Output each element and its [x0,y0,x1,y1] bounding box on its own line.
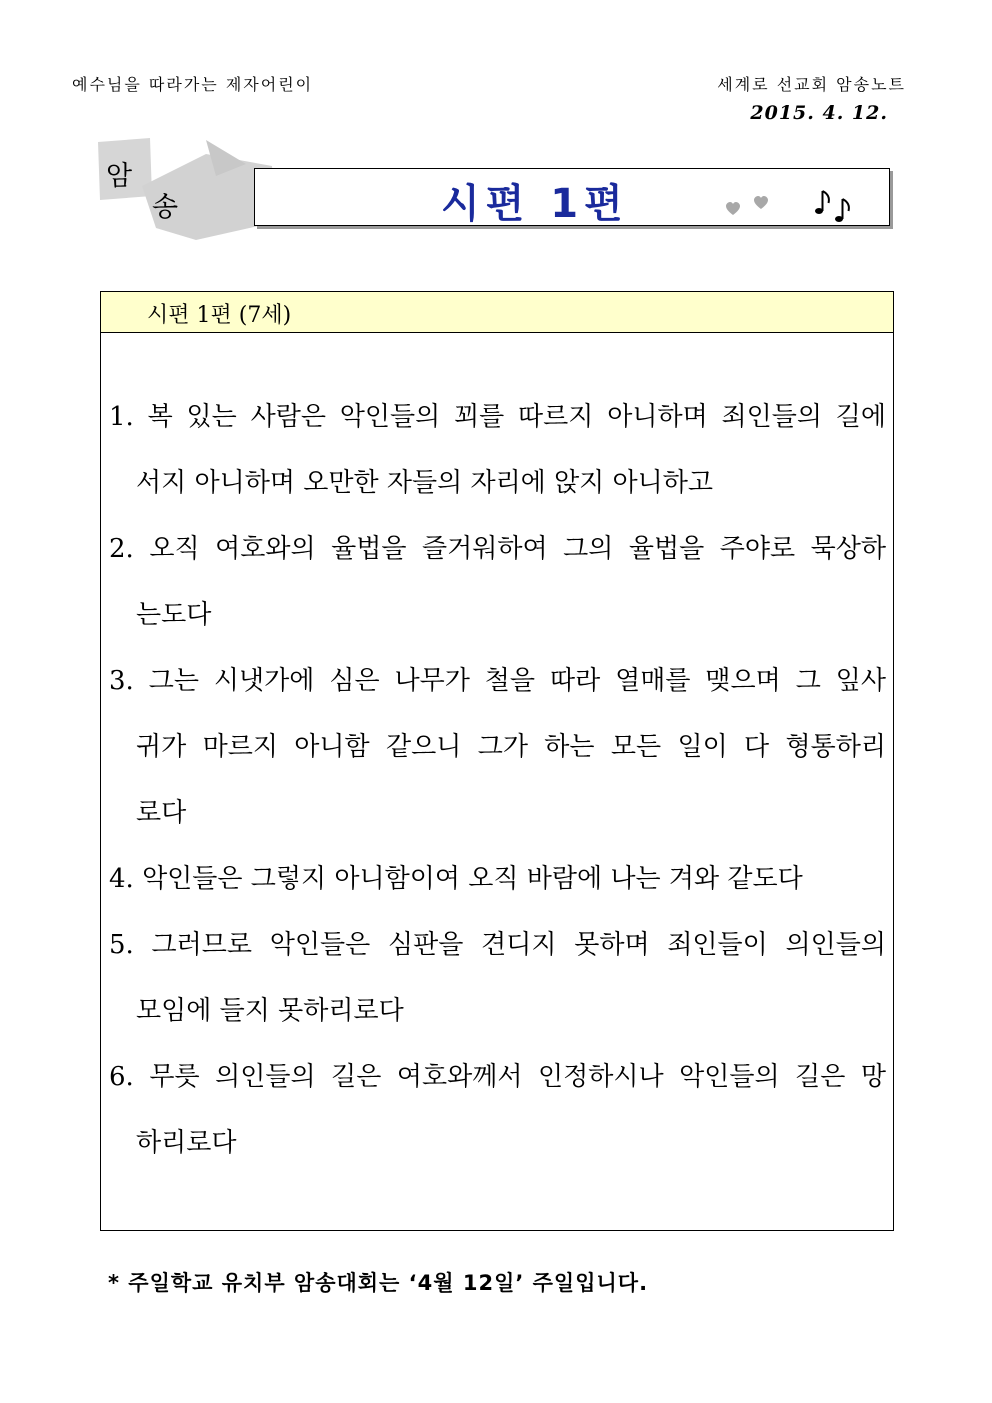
heart-icon [754,196,768,209]
header-notebook-title: 세계로 선교회 암송노트 [717,75,906,94]
heart-icon [726,202,740,215]
verse-line: 는도다 [136,600,212,630]
music-note-icon [815,191,849,222]
verse-line: 3. 그는 시냇가에 심은 나무가 철을 따라 열매를 맺으며 그 잎사 [109,666,886,696]
verse-line: 4. 악인들은 그렇지 아니함이여 오직 바람에 나는 겨와 같도다 [109,864,803,894]
contest-footnote: * 주일학교 유치부 암송대회는 ‘4월 12일’ 주일입니다. [108,1271,649,1295]
verse-line: 귀가 마르지 아니함 같으니 그가 하는 모든 일이 다 형통하리 [136,732,886,762]
page-title: 시편 1편 [441,181,629,227]
verse-line: 5. 그러므로 악인들은 심판을 견디지 못하며 죄인들이 의인들의 [109,930,886,960]
verse-heading-text: 시편 1편 (7세) [147,303,292,328]
title-banner [254,168,890,226]
verse-line: 2. 오직 여호와의 율법을 즐거워하여 그의 율법을 주야로 묵상하 [109,534,886,564]
verse-line: 1. 복 있는 사람은 악인들의 꾀를 따르지 아니하며 죄인들의 길에 [109,402,886,432]
badge-char-am: 암 [106,161,133,192]
verse-line: 로다 [136,798,187,828]
header-ministry-title: 예수님을 따라가는 제자어린이 [72,75,314,94]
verse-line: 하리로다 [136,1128,237,1158]
badge-char-song: 송 [152,192,179,223]
verse-line: 모임에 들지 못하리로다 [136,996,404,1026]
verse-box [100,291,894,1231]
verse-list [109,384,886,1176]
verse-line: 서지 아니하며 오만한 자들의 자리에 앉지 아니하고 [136,468,714,498]
hearts-music-decoration [725,185,855,225]
verse-line: 6. 무릇 의인들의 길은 여호와께서 인정하시나 악인들의 길은 망 [109,1062,886,1092]
verse-box-heading [101,292,893,333]
header-date: 2015. 4. 12. [750,102,888,124]
